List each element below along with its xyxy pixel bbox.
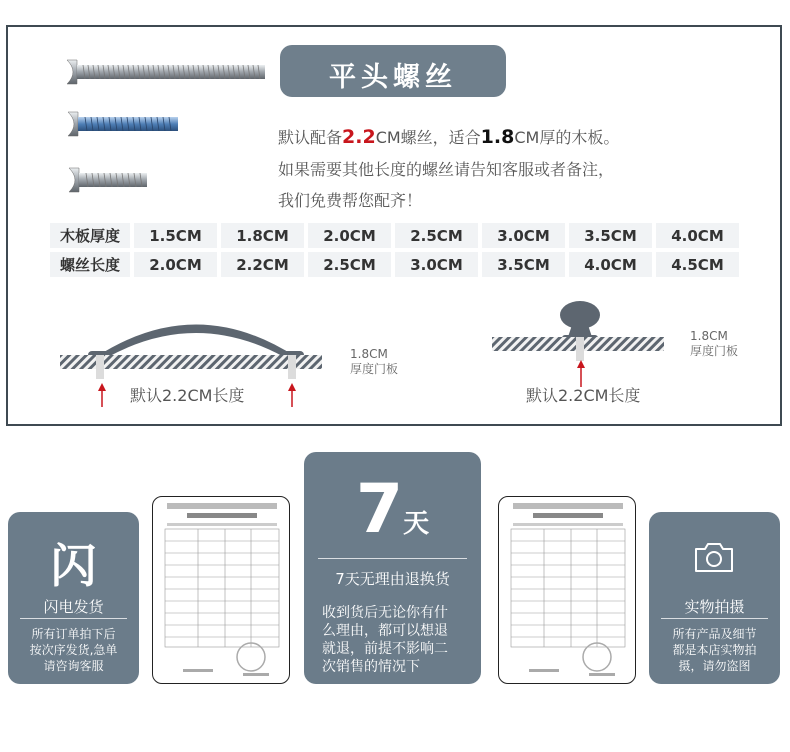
table-cell: 4.0CM — [569, 252, 652, 277]
table-cell: 4.0CM — [656, 223, 739, 248]
return-days-unit: 天 — [403, 509, 430, 539]
card-body-line: 收到货后无论你有什 — [322, 605, 448, 621]
product-title: 平头螺丝 — [329, 62, 457, 93]
description-line-3: 我们免费帮您配齐！ — [278, 191, 423, 210]
lightning-icon: 闪 — [50, 539, 97, 593]
table-cell: 3.5CM — [569, 223, 652, 248]
default-length-label: 默认2.2CM长度 — [526, 386, 641, 405]
row-header: 螺丝长度 — [50, 252, 130, 277]
seven-day-return-card — [304, 452, 481, 684]
table-cell: 2.5CM — [308, 252, 391, 277]
blue-screw-image — [65, 109, 185, 139]
table-cell: 2.5CM — [395, 223, 478, 248]
product-title-banner — [280, 45, 506, 97]
return-days-number: 7 — [355, 470, 404, 549]
card-body — [14, 626, 133, 674]
board-thickness-highlight: 1.8 — [480, 126, 515, 148]
table-cell: 3.5CM — [482, 252, 565, 277]
card-body — [322, 604, 473, 676]
card-title: 实物拍摄 — [684, 598, 745, 616]
table-cell: 2.0CM — [308, 223, 391, 248]
document-icon — [153, 497, 290, 684]
table-cell: 2.0CM — [134, 252, 217, 277]
desc-text: 默认配备 — [278, 128, 343, 147]
thickness-caption: 厚度门板 — [350, 362, 399, 376]
card-body-line: 都是本店实物拍 — [672, 643, 757, 657]
test-report-image — [152, 496, 290, 684]
test-report-image — [498, 496, 636, 684]
thickness-value: 1.8CM — [690, 329, 728, 343]
table-cell: 1.5CM — [134, 223, 217, 248]
seven-day-badge — [304, 470, 481, 549]
card-body-line: 按次序发货,急单 — [29, 643, 118, 657]
desc-text: CM螺丝，适合 — [375, 128, 481, 147]
table-cell: 4.5CM — [656, 252, 739, 277]
thickness-caption: 厚度门板 — [690, 344, 739, 358]
divider — [20, 618, 127, 619]
real-photo-card — [649, 512, 780, 684]
description-line-2: 如果需要其他长度的螺丝请告知客服或者备注， — [278, 160, 615, 179]
divider — [661, 618, 768, 619]
thickness-label — [690, 329, 738, 359]
document-icon — [499, 497, 636, 684]
desc-text: CM厚的木板。 — [514, 128, 620, 147]
card-body-line: 摄，请勿盗图 — [678, 659, 751, 673]
fast-shipping-card — [8, 512, 139, 684]
card-title: 7天无理由退换货 — [335, 570, 450, 588]
card-body-line: 请咨询客服 — [43, 659, 104, 673]
card-title: 闪电发货 — [43, 598, 104, 616]
short-screw-image — [66, 165, 156, 195]
divider — [318, 558, 467, 559]
product-info-panel — [6, 25, 782, 426]
long-screw-image — [63, 57, 273, 87]
thickness-label — [350, 347, 398, 377]
camera-icon — [693, 540, 735, 574]
table-cell: 2.2CM — [221, 252, 304, 277]
thickness-value: 1.8CM — [350, 347, 388, 361]
row-header: 木板厚度 — [50, 223, 130, 248]
card-body-line: 所有产品及细节 — [672, 627, 757, 641]
table-row — [50, 252, 743, 277]
card-body-line: 么理由，都可以想退 — [322, 623, 448, 639]
table-cell: 3.0CM — [482, 223, 565, 248]
table-cell: 1.8CM — [221, 223, 304, 248]
table-cell: 3.0CM — [395, 252, 478, 277]
card-body — [655, 626, 774, 674]
default-length-label: 默认2.2CM长度 — [130, 386, 245, 405]
card-body-line: 次销售的情况下 — [322, 659, 420, 675]
table-row — [50, 223, 743, 248]
card-body-line: 所有订单拍下后 — [31, 627, 116, 641]
description-line-1 — [278, 125, 619, 148]
screw-length-highlight: 2.2 — [342, 126, 376, 148]
card-body-line: 就退，前提不影响二 — [322, 641, 448, 657]
